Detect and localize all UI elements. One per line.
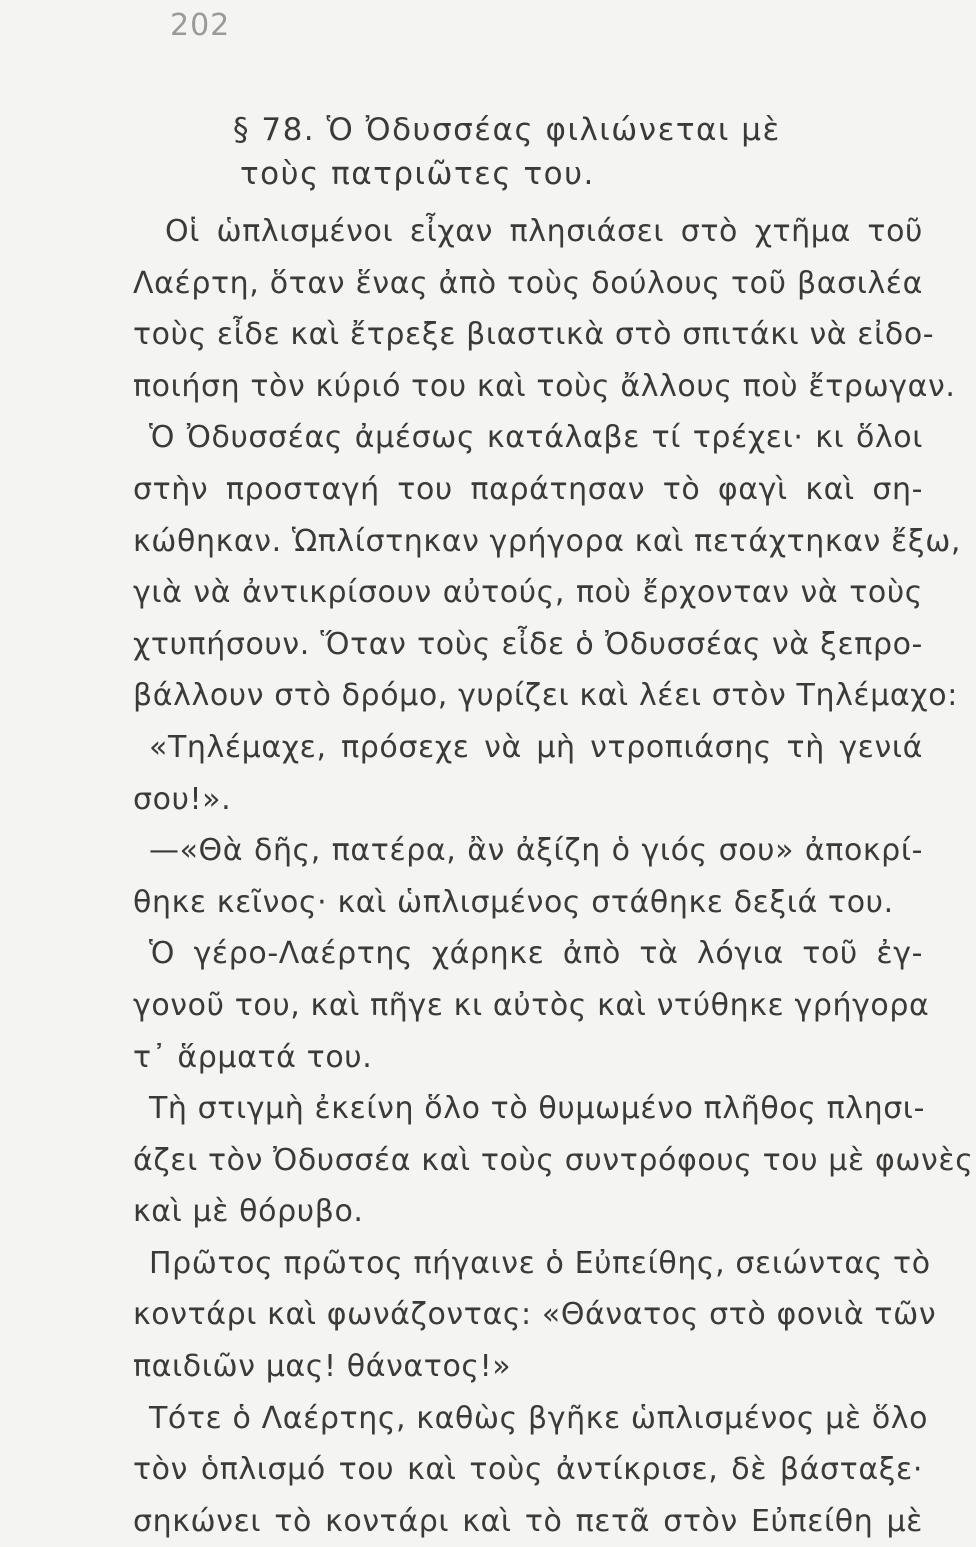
text-line: Λαέρτη, ὅταν ἕνας ἀπὸ τοὺς δούλους τοῦ βασιλέα bbox=[133, 265, 923, 301]
page-number: 202 bbox=[170, 8, 231, 43]
text-line: κώθηκαν. Ὡπλίστηκαν γρήγορα καὶ πετάχτηκαν ἔξω, bbox=[133, 523, 962, 559]
text-line: θηκε κεῖνος· καὶ ὡπλισμένος στάθηκε δεξιά του. bbox=[133, 884, 894, 920]
text-line: χτυπήσουν. Ὅταν τοὺς εἶδε ὁ Ὀδυσσέας νὰ ξεπρο- bbox=[133, 626, 923, 662]
text-line: γιὰ νὰ ἀντικρίσουν αὐτούς, ποὺ ἔρχονταν νὰ τοὺς bbox=[133, 575, 923, 611]
body-text bbox=[133, 206, 974, 1547]
text-line: τὸν ὁπλισμό του καὶ τοὺς ἀντίκρισε, δὲ βάσταξε· bbox=[133, 1452, 923, 1488]
section-heading-line-1: § 78. Ὁ Ὀδυσσέας φιλιώνεται μὲ bbox=[233, 112, 781, 148]
text-line: τοὺς εἶδε καὶ ἔτρεξε βιαστικὰ στὸ σπιτάκι νὰ εἰδο- bbox=[133, 317, 935, 353]
text-line: Τὴ στιγμὴ ἐκείνη ὅλο τὸ θυμωμένο πλῆθος πλησι- bbox=[149, 1091, 925, 1127]
text-line: «Τηλέμαχε, πρόσεχε νὰ μὴ ντροπιάσης τὴ γενιά bbox=[149, 729, 923, 765]
text-line: στὴν προσταγή του παράτησαν τὸ φαγὶ καὶ ση- bbox=[133, 471, 923, 507]
text-line: τ᾽ ἅρματά του. bbox=[133, 1039, 373, 1075]
text-line: ποιήση τὸν κύριό του καὶ τοὺς ἄλλους ποὺ ἔτρωγαν. bbox=[133, 368, 956, 404]
text-line: σηκώνει τὸ κοντάρι καὶ τὸ πετᾶ στὸν Εὐπείθη μὲ bbox=[133, 1503, 923, 1539]
text-line: σου!». bbox=[133, 781, 232, 817]
text-line: κοντάρι καὶ φωνάζοντας: «Θάνατος στὸ φονιὰ τῶν bbox=[133, 1297, 937, 1333]
text-line: Οἱ ὡπλισμένοι εἶχαν πλησιάσει στὸ χτῆμα τοῦ bbox=[165, 214, 923, 249]
text-line: Ὁ γέρο-Λαέρτης χάρηκε ἀπὸ τὰ λόγια τοῦ ἐγ- bbox=[149, 936, 923, 972]
text-line: παιδιῶν μας! θάνατος!» bbox=[133, 1349, 512, 1385]
text-line: —«Θὰ δῆς, πατέρα, ἂν ἀξίζη ὁ γιός σου» ἀποκρί- bbox=[149, 833, 923, 869]
text-line: καὶ μὲ θόρυβο. bbox=[133, 1194, 364, 1230]
section-heading-line-2: τοὺς πατριῶτες του. bbox=[240, 156, 595, 192]
section-heading bbox=[195, 108, 875, 196]
text-line: άζει τὸν Ὀδυσσέα καὶ τοὺς συντρόφους του μὲ φωνὲς bbox=[133, 1142, 974, 1178]
text-line: Τότε ὁ Λαέρτης, καθὼς βγῆκε ὡπλισμένος μὲ ὅλο bbox=[149, 1400, 929, 1436]
text-line: γονοῦ του, καὶ πῆγε κι αὐτὸς καὶ ντύθηκε γρήγορα bbox=[133, 987, 930, 1023]
text-line: βάλλουν στὸ δρόμο, γυρίζει καὶ λέει στὸν Τηλέμαχο: bbox=[133, 678, 958, 714]
text-line: Πρῶτος πρῶτος πήγαινε ὁ Εὐπείθης, σειώντας τὸ bbox=[149, 1245, 931, 1281]
text-line: Ὁ Ὀδυσσέας ἀμέσως κατάλαβε τί τρέχει· κι ὅλοι bbox=[149, 420, 923, 456]
